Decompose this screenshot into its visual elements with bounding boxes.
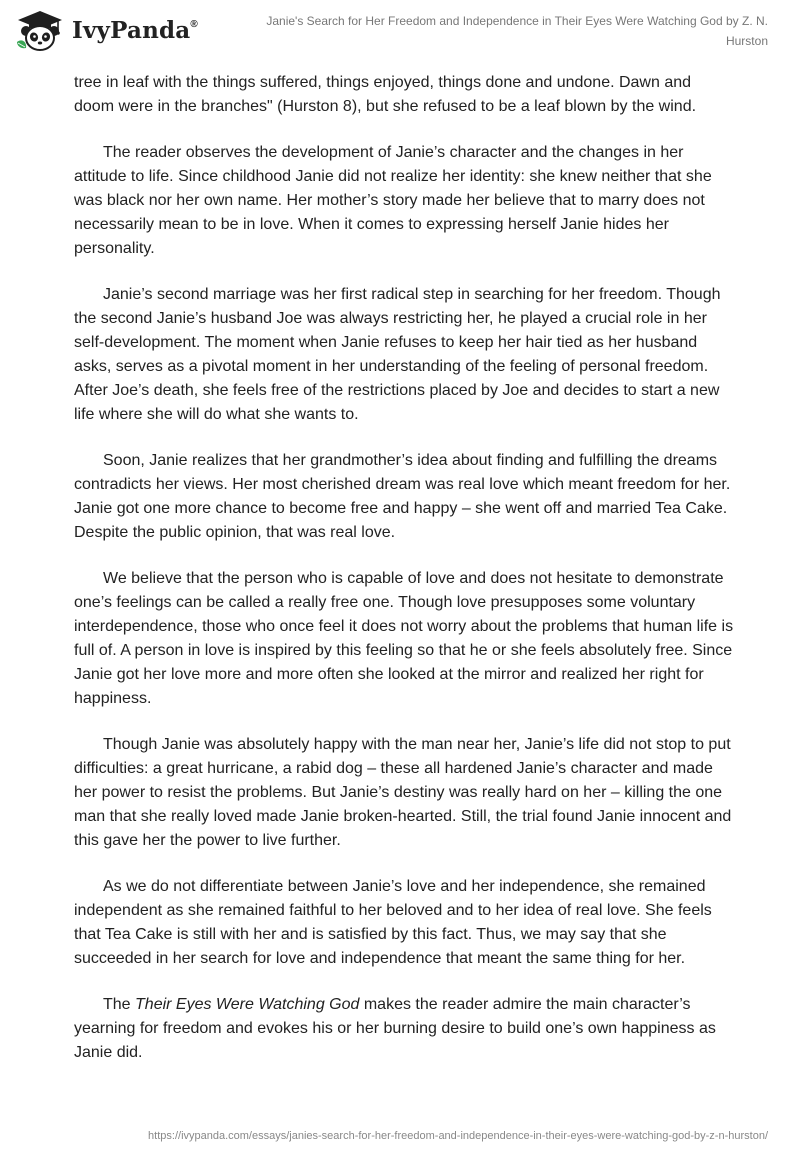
ivypanda-logo[interactable] (14, 8, 198, 52)
paragraph: Janie’s second marriage was her first radical step in searching for her freedom. Though the second Janie’s husband Joe was always restricting her, he played a crucial role in her self-development. The moment when Janie refuses to keep her hair tied as her husband asks, serves as a pivotal moment in her understanding of the feeling of personal freedom. After Joe’s death, she feels free of the restrictions placed by Joe and decides to start a new life where she will do what she wants to. (74, 286, 721, 423)
paragraph: tree in leaf with the things suffered, things enjoyed, things done and undone. Dawn and doom were in the branches" (Hurston 8), but she refused to be a leaf blown by the wind. (74, 74, 697, 115)
page-header (0, 0, 800, 60)
paragraph: We believe that the person who is capable of love and does not hesitate to demonstrate one’s feelings can be called a really free one. Though love presupposes some voluntary interdependence, those who once feel it does not worry about the problems that human life is full of. A person in love is inspired by this feeling so that he or she feels absolutely free. Since Janie got her love more and more often she looked at the mirror and realized her right for happiness. (74, 570, 734, 707)
paragraph: As we do not differentiate between Janie’s love and her independence, she remained independent as she remained faithful to her beloved and to her idea of real love. She feels that Tea Cake is still with her and is satisfied by this fact. Thus, we may say that she succeeded in her search for love and independence that meant the same thing for her. (74, 878, 712, 967)
document-title: Janie's Search for Her Freedom and Independence in Their Eyes Were Watching God by Z. N. Hurston (266, 14, 768, 48)
paragraph: Though Janie was absolutely happy with the man near her, Janie’s life did not stop to put difficulties: a great hurricane, a rabid dog – these all hardened Janie’s character and made her power to resist the problems. But Janie’s destiny was really hard on her – killing the one man that she really loved made Janie broken-hearted. Still, the trial found Janie innocent and this gave her the power to live further. (74, 736, 732, 849)
essay-body (74, 71, 734, 1087)
paragraph: Soon, Janie realizes that her grandmother’s idea about finding and fulfilling the dreams contradicts her views. Her most cherished dream was real love which meant freedom for her. Janie got one more chance to become free and happy – she went off and married Tea Cake. Despite the public opinion, that was real love. (74, 452, 731, 541)
paragraph-text: makes the reader admire the main character’s yearning for freedom and evokes his or her burning desire to build one’s own happiness as Janie did. (74, 996, 716, 1061)
paragraph: The reader observes the development of Janie’s character and the changes in her attitude to life. Since childhood Janie did not realize her identity: she knew neither that she was black nor her own name. Her mother’s story made her believe that to marry does not necessarily mean to be in love. When it comes to expressing herself Janie hides her personality. (74, 144, 712, 257)
source-url[interactable]: https://ivypanda.com/essays/janies-search-for-her-freedom-and-independence-in-their-eyes-were-watching-god-by-z-n-hurston/ (148, 1130, 768, 1142)
book-title: Their Eyes Were Watching God (135, 996, 360, 1013)
registered-mark: ® (190, 18, 198, 30)
panda-graduate-icon (14, 8, 66, 52)
paragraph (74, 993, 734, 1065)
brand-name: IvyPanda® (72, 16, 198, 44)
paragraph-text: The (103, 996, 136, 1013)
